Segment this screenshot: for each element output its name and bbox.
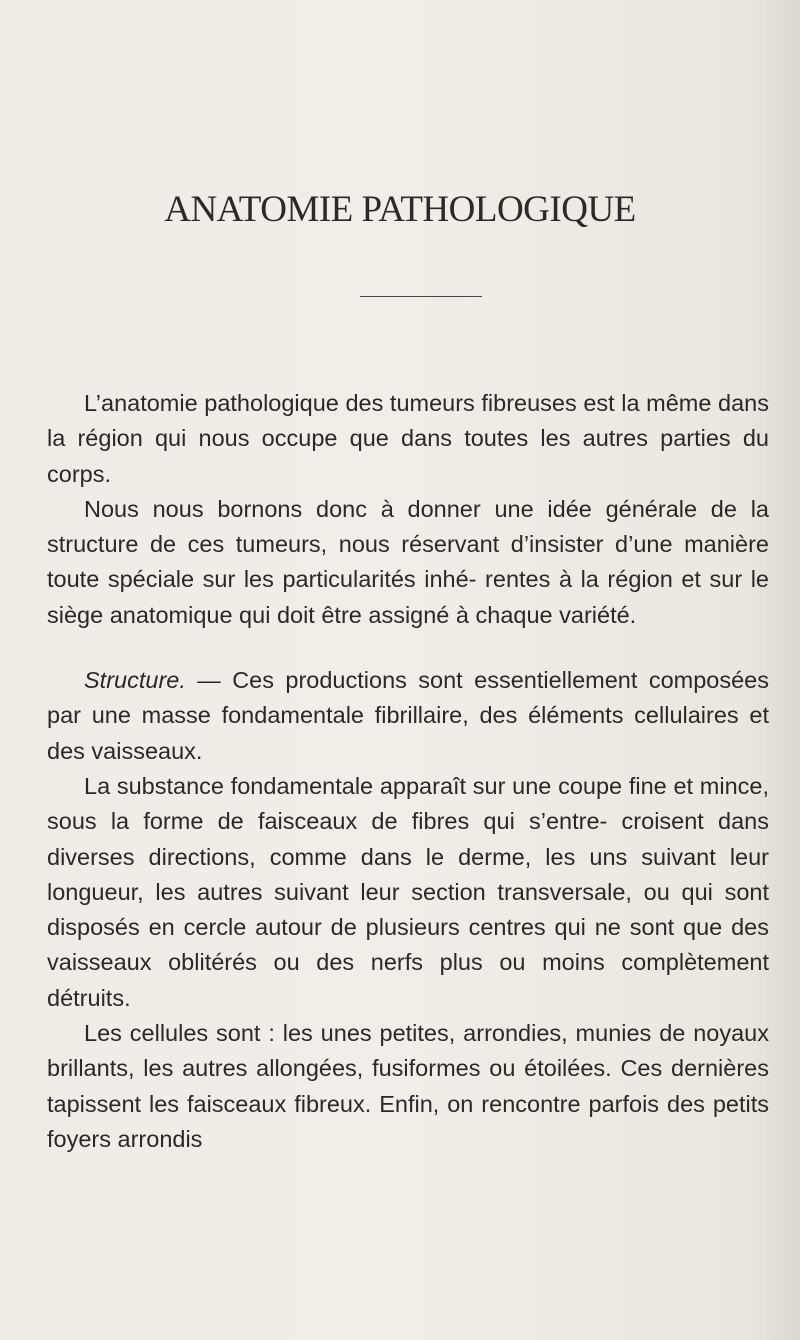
paragraph-cells: Les cellules sont : les unes petites, arrondies, munies de noyaux brillants, les autres allongées, fusiformes ou étoilées. Ces dernières tapissent les faisceaux fibreux. Enfin, on rencontre parfois des petits foyers arrondis	[47, 1020, 769, 1152]
body-text	[47, 386, 769, 1157]
paragraph-structure	[47, 663, 769, 769]
heading-divider	[360, 296, 482, 297]
page-heading: ANATOMIE PATHOLOGIQUE	[164, 189, 636, 230]
paragraph-intro: L’anatomie pathologique des tumeurs fibreuses est la même dans la région qui nous occupe que dans toutes les autres parties du corps.	[47, 390, 769, 487]
section-title-structure: Structure.	[84, 667, 186, 694]
paragraph-substance: La substance fondamentale apparaît sur une coupe fine et mince, sous la forme de faisceaux de fibres qui s’entre- croisent dans diverses directions, comme dans le derme, les uns suivant leur longueur, les autres suivant leur section transversale, ou qui sont disposés en cercle autour de plusieurs centres qui ne sont que des vaisseaux oblitérés ou des nerfs plus ou moins complètement détruits.	[47, 772, 769, 1011]
paragraph-approach: Nous nous bornons donc à donner une idée générale de la structure de ces tumeurs, nous réservant d’insister d’une manière toute spéciale sur les particularités inhé- rentes à la région et sur le siège anatomique qui doit être assigné à chaque variété.	[47, 495, 769, 628]
paragraph-structure-text: — Ces productions sont essentiellement composées par une masse fondamentale fibrillaire, des éléments cellulaires et des vaisseaux.	[47, 667, 769, 764]
paragraph-gap	[47, 633, 769, 663]
